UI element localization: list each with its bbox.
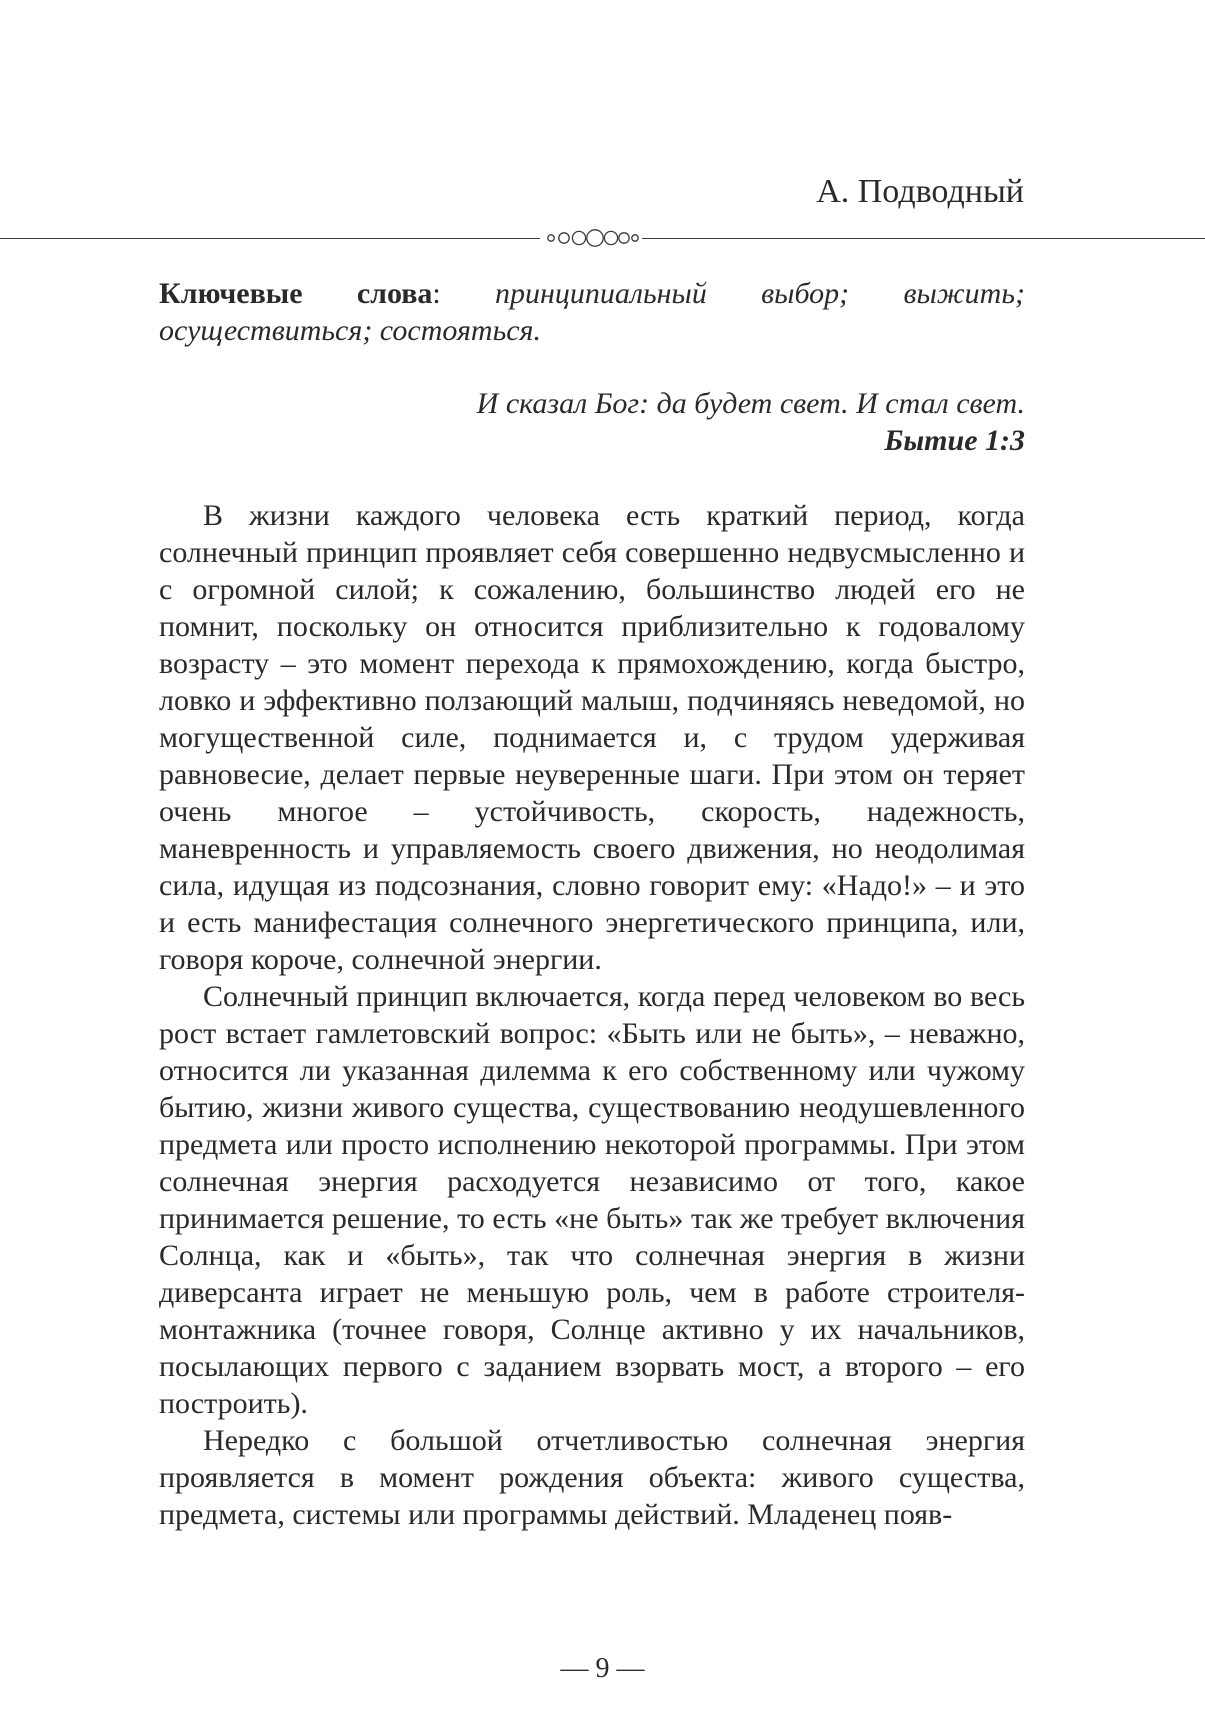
header-rule-right: [642, 238, 1205, 239]
epigraph-quote: И сказал Бог: да будет свет. И стал свет.: [476, 387, 1025, 420]
paragraph: В жизни каждого человека есть краткий период, когда солнечный принцип проявляет себя совершенно недвусмысленно и с огромной силой; к сожалению, большинство людей его не помнит, поскольку он относится приблизительно к годовалому возрасту – это момент перехода к прямохождению, когда быстро, ловко и эффективно ползающий малыш, подчиняясь неведомой, но могущественной силе, поднимается и, с трудом удерживая равновесие, делает первые неуверенные шаги. При этом он теряет очень многое – устойчивость, скорость, надежность, маневренность и управляемость своего движения, но неодолимая сила, идущая из подсознания, словно говорит ему: «Надо!» – и это и есть манифестация солнечного энергетического принципа, или, говоря короче, солнечной энергии.: [159, 499, 1025, 976]
keywords-terms: принципиальный выбор; выжить; осуществиться; состояться.: [159, 277, 1025, 347]
page-number: — 9 —: [560, 1653, 645, 1684]
keywords-line: [159, 275, 1025, 349]
body-text: [159, 497, 1025, 1533]
header-ornament: [545, 226, 639, 250]
running-head: А. Подводный: [816, 173, 1024, 210]
keywords-label: Ключевые слова: [159, 277, 433, 310]
epigraph: [159, 385, 1025, 459]
page-content: [159, 275, 1025, 1533]
keywords-separator: :: [432, 277, 496, 310]
paragraph: Солнечный принцип включается, когда перед человеком во весь рост встает гамлетовский вопрос: «Быть или не быть», – неважно, относится ли указанная дилемма к его собственному или чужому бытию, жизни живого существа, существованию неодушевленного предмета или просто исполнению некоторой программы. При этом солнечная энергия расходуется независимо от того, какое принимается решение, то есть «не быть» так же требует включения Солнца, как и «быть», так что солнечная энергия в жизни диверсанта играет не меньшую роль, чем в работе строителя-монтажника (точнее говоря, Солнце активно у их начальников, посылающих первого с заданием взорвать мост, а второго – его построить).: [159, 980, 1025, 1420]
header-rule-left: [0, 238, 540, 239]
paragraph: Нередко с большой отчетливостью солнечная энергия проявляется в момент рождения объекта: живого существа, предмета, системы или программы действий. Младенец появ-: [159, 1424, 1025, 1531]
epigraph-source: Бытие 1:3: [884, 424, 1025, 457]
